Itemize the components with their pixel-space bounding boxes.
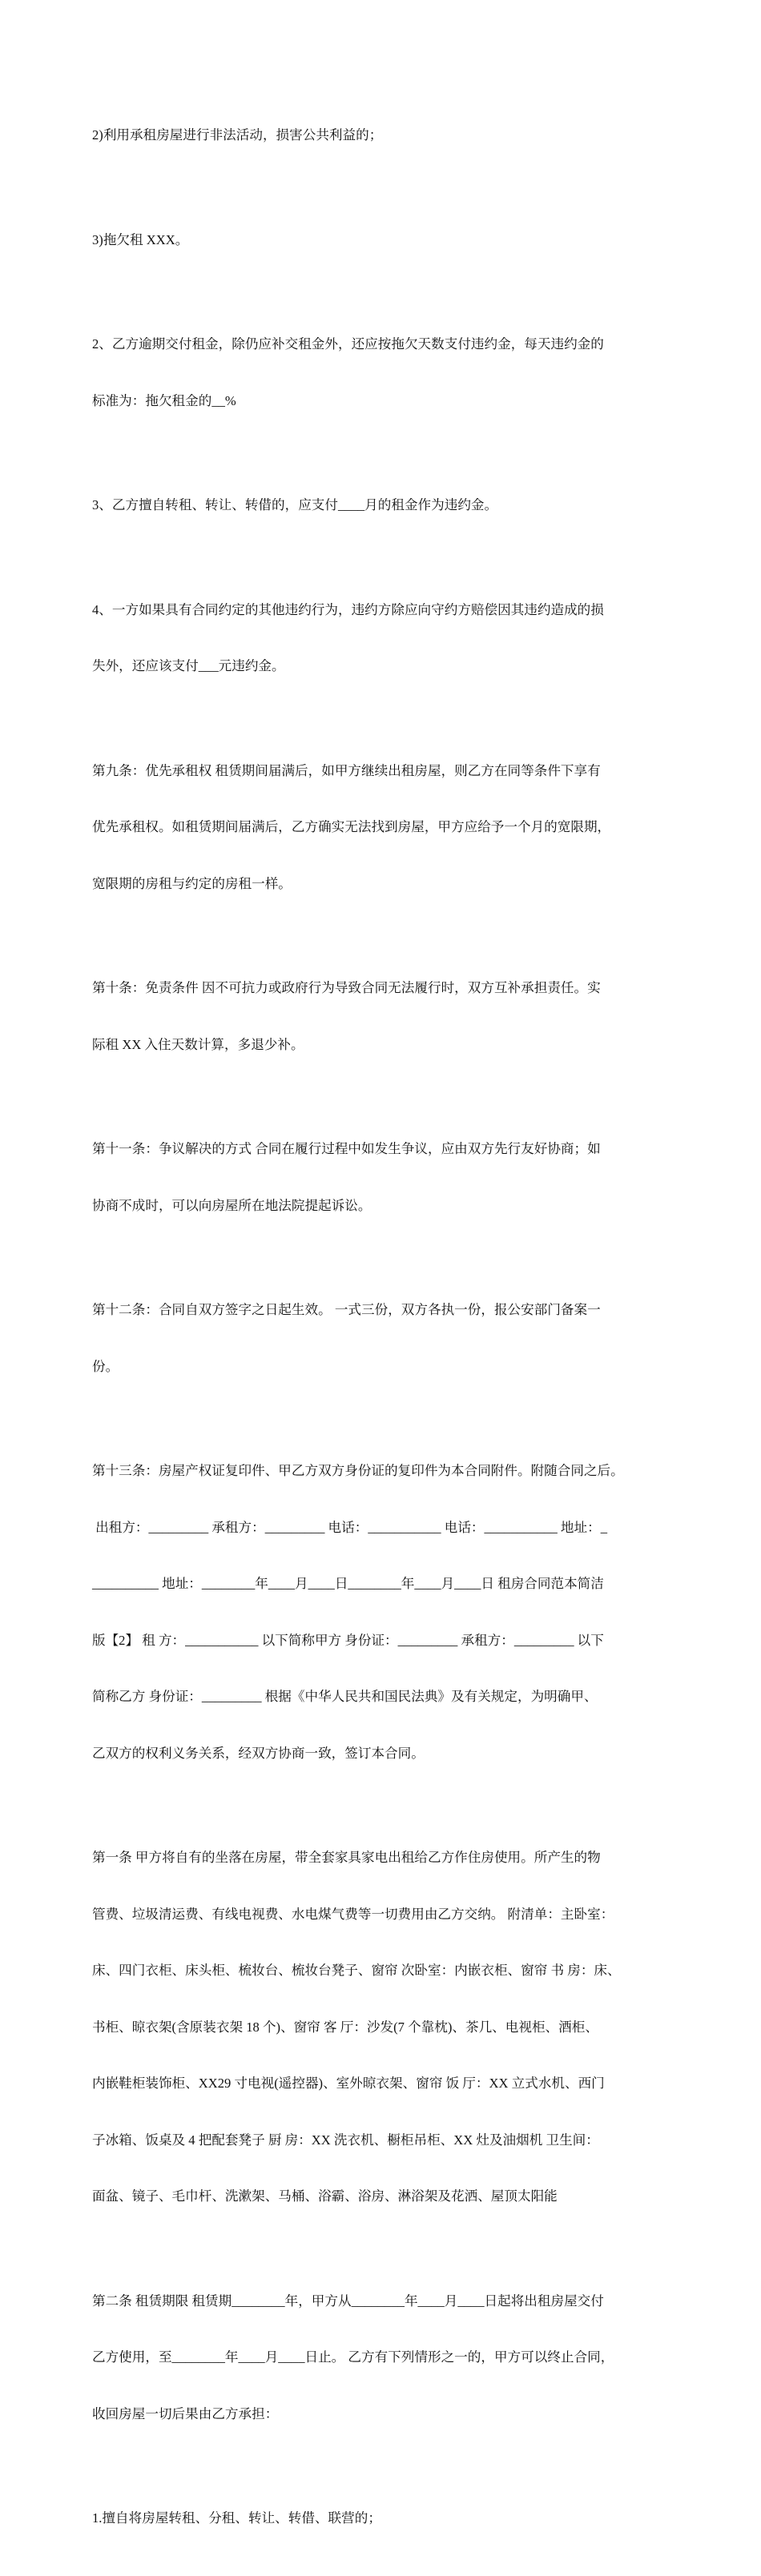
text-line: 优先承租权。如租赁期间届满后，乙方确实无法找到房屋，甲方应给予一个月的宽限期， (92, 819, 611, 834)
text-line: 收回房屋一切后果由乙方承担： (92, 2405, 279, 2421)
text-line: 版【2】 租 方：___________ 以下简称甲方 身份证：_________ 承租方：_________ 以下 (92, 1632, 604, 1648)
paragraph-article-9 (92, 724, 673, 931)
text-line: 乙双方的权利义务关系，经双方协商一致，签订本合同。 (92, 1745, 425, 1761)
text-line: 床、四门衣柜、床头柜、梳妆台、梳妆台凳子、窗帘 次卧室：内嵌衣柜、窗帘 书 房：床、 (92, 1963, 621, 1978)
text-line: 2)利用承租房屋进行非法活动，损害公共利益的； (92, 127, 383, 143)
text-line: 1.擅自将房屋转租、分租、转让、转借、联营的； (92, 2510, 381, 2526)
text-line: 第二条 租赁期限 租赁期________年，甲方从________年____月____日起将出租房屋交付 (92, 2293, 604, 2309)
paragraph-article-2-lease-term (92, 2254, 673, 2461)
paragraph-article-10 (92, 941, 673, 1091)
paragraph-article-11 (92, 1102, 673, 1252)
paragraph-late-payment-penalty (92, 297, 673, 448)
paragraph-default-rent-arrears (92, 193, 673, 287)
text-line: 3)拖欠租 XXX。 (92, 231, 189, 247)
text-line: 出租方：_________ 承租方：_________ 电话：___________ 电话：___________ 地址：_ (92, 1519, 608, 1535)
text-line: 第一条 甲方将自有的坐落在房屋，带全套家具家电出租给乙方作住房使用。所产生的物 (92, 1850, 601, 1865)
paragraph-other-breach-penalty (92, 563, 673, 713)
text-line: 4、一方如果具有合同约定的其他违约行为，违约方除应向守约方赔偿因其违约造成的损 (92, 601, 604, 617)
text-line: 第十条：免责条件 因不可抗力或政府行为导致合同无法履行时，双方互补承担责任。实 (92, 980, 601, 995)
text-line: __________ 地址：________年____月____日________年____月____日 租房合同范本简洁 (92, 1576, 604, 1591)
text-line: 失外，还应该支付___元违约金。 (92, 658, 285, 673)
text-line: 第九条：优先承租权 租赁期间届满后，如甲方继续出租房屋，则乙方在同等条件下享有 (92, 762, 601, 778)
text-line: 第十一条：争议解决的方式 合同在履行过程中如发生争议，应由双方先行友好协商；如 (92, 1141, 601, 1156)
text-line: 协商不成时，可以向房屋所在地法院提起诉讼。 (92, 1197, 372, 1213)
text-line: 内嵌鞋柜装饰柜、XX29 寸电视(遥控器)、室外晾衣架、窗帘 饭 厅：XX 立式水机、西门 (92, 2076, 605, 2091)
paragraph-article-13-signatures (92, 1424, 673, 1800)
paragraph-article-12 (92, 1263, 673, 1413)
text-line: 管费、垃圾清运费、有线电视费、水电煤气费等一切费用由乙方交纳。 附清单：主卧室： (92, 1906, 614, 1922)
text-line: 际租 XX 入住天数计算，多退少补。 (92, 1036, 304, 1052)
paragraph-article-1-inventory (92, 1810, 673, 2244)
text-line: 2、乙方逾期交付租金，除仍应补交租金外，还应按拖欠天数支付违约金，每天违约金的 (92, 336, 604, 352)
text-line: 第十三条：房屋产权证复印件、甲乙方双方身份证的复印件为本合同附件。附随合同之后。 (92, 1463, 624, 1478)
text-line: 子冰箱、饭桌及 4 把配套凳子 厨 房：XX 洗衣机、橱柜吊柜、XX 灶及油烟机 卫生间： (92, 2132, 599, 2148)
document-page (92, 88, 673, 2576)
text-line: 份。 (92, 1358, 119, 1374)
text-line: 第十二条：合同自双方签字之日起生效。 一式三份，双方各执一份，报公安部门备案一 (92, 1302, 601, 1317)
text-line: 乙方使用，至________年____月____日止。 乙方有下列情形之一的，甲方可以终止合同， (92, 2349, 614, 2365)
text-line: 标准为：拖欠租金的__% (92, 392, 236, 408)
paragraph-sublet-penalty (92, 458, 673, 553)
paragraph-default-illegal-use (92, 88, 673, 183)
text-line: 简称乙方 身份证：_________ 根据《中华人民共和国民法典》及有关规定，为明确甲、 (92, 1689, 598, 1704)
text-line: 宽限期的房租与约定的房租一样。 (92, 875, 292, 891)
text-line: 3、乙方擅自转租、转让、转借的，应支付____月的租金作为违约金。 (92, 497, 498, 512)
paragraph-termination-cause-1 (92, 2471, 673, 2566)
text-line: 面盆、镜子、毛巾杆、洗漱架、马桶、浴霸、浴房、淋浴架及花洒、屋顶太阳能 (92, 2188, 558, 2204)
text-line: 书柜、晾衣架(含原装衣架 18 个)、窗帘 客 厅：沙发(7 个靠枕)、茶几、电视柜、酒柜、 (92, 2019, 598, 2035)
